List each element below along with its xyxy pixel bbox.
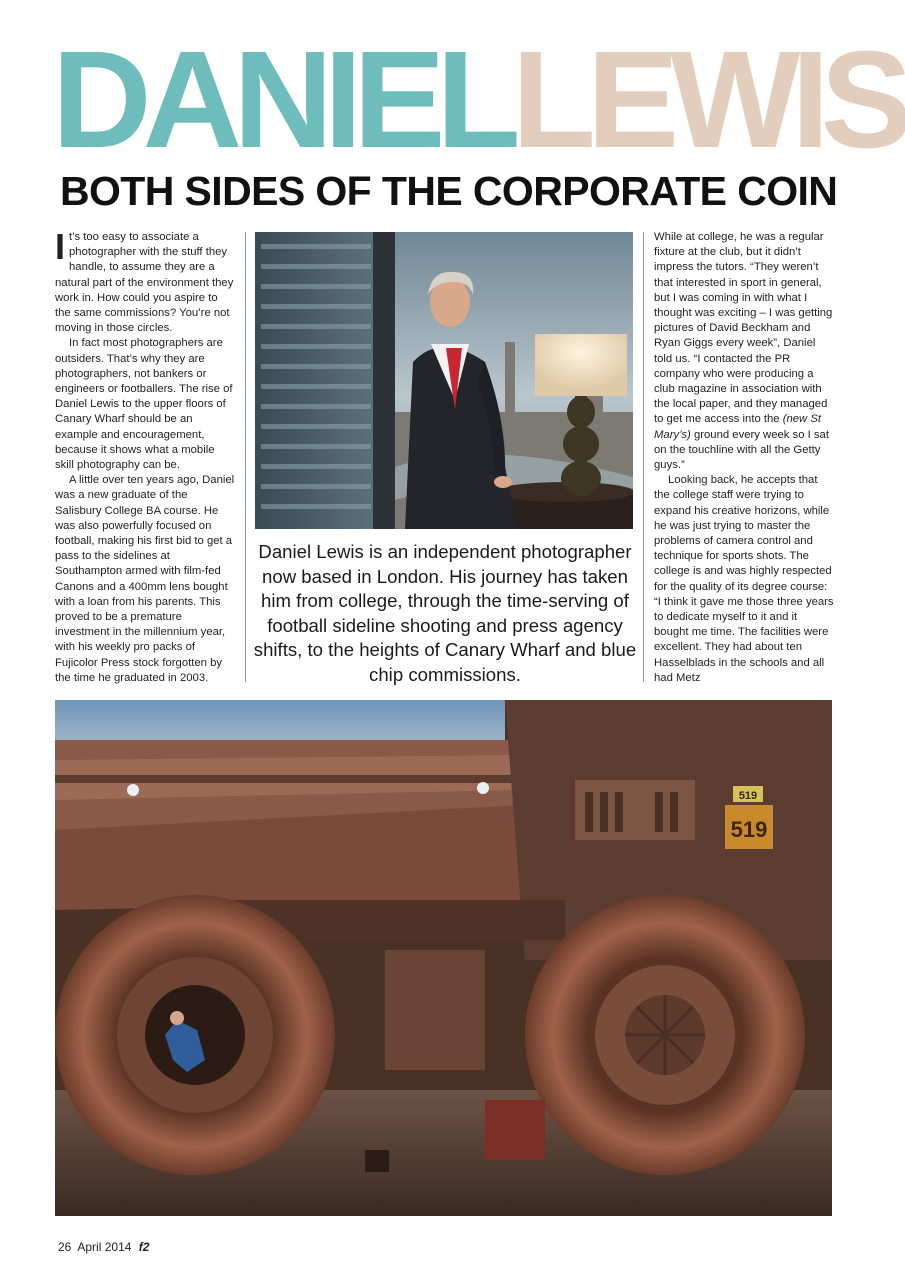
paragraph-text: ground every week so I sat on the touchline with all the Getty guys.” (654, 428, 829, 472)
mining-truck-photo (55, 700, 832, 1216)
drop-cap: I (55, 226, 66, 267)
truck-illustration (55, 700, 832, 1216)
column-divider-right (643, 232, 644, 682)
portrait-illustration (255, 232, 633, 529)
page-number: 26 (58, 1240, 72, 1254)
paragraph-text: While at college, he was a regular fixture at the club, but it didn’t impress the tutors. “They weren’t that interested in sport in general, but I was coming in with what I thought was exciting – I was getting pictures of David Beckham and Ryan Giggs every week”, Daniel told us. “I contacted the PR company who were producing a club magazine in association with the local paper, and they managed to get me access into the (654, 231, 833, 426)
article-paragraph (654, 230, 834, 473)
pull-quote: Daniel Lewis is an independent photographer now based in London. His journey has taken him from college, through the time-serving of football sideline shooting and press agency shifts, to the heights of Canary Wharf and blue chip commissions. (253, 541, 637, 685)
headline-last-name: LEWIS (511, 23, 904, 177)
magazine-brand: f2 (138, 1240, 150, 1254)
article-paragraph (55, 226, 235, 336)
headline-name (52, 23, 904, 177)
subheadline: BOTH SIDES OF THE CORPORATE COIN (60, 168, 838, 214)
issue-date: April 2014 (77, 1240, 132, 1254)
article-paragraph: Looking back, he accepts that the college staff were trying to expand his creative horizons, while he was just trying to master the problems of camera control and technique for sports shots. The college is and was highly respected for the quality of its degree course: “I think it gave me those three years to dedicate myself to it and it bought me time. The facilities were excellent. They had about ten Hasselblads in the schools and all had Metz (654, 474, 834, 684)
headline-first-name: DANIEL (52, 23, 512, 177)
truck-number-small: 519 (738, 790, 758, 802)
column-divider-left (245, 232, 246, 682)
paragraph-text: t’s too easy to associate a photographer with the stuff they handle, to assume they are a natural part of the environment they work in. How could you aspire to the same commissions? You’re not moving in those circles. (55, 231, 234, 335)
truck-number-large: 519 (730, 817, 768, 842)
article-paragraph: A little over ten years ago, Daniel was a new graduate of the Salisbury College BA course. He was also powerfully focused on football, making his first bid to get a pass to the sidelines at Southampton armed with film-fed Canons and a 400mm lens bought with a loan from his parents. This proved to be a premature investment in the millennium year, with his weekly pro packs of Fujicolor Press stock forgotten by the time he graduated in 2003. (55, 474, 235, 684)
article-column-right (654, 230, 834, 686)
page-footer (58, 1240, 149, 1254)
article-paragraph: In fact most photographers are outsiders. That’s why they are photographers, not bankers or engineers or footballers. The rise of Daniel Lewis to the upper floors of Canary Wharf should be an example and encouragement, because it shows what a mobile skill photography can be. (55, 337, 233, 472)
paragraph-italic-text: (new St Mary’s) (654, 413, 822, 441)
portrait-photo (255, 232, 633, 529)
article-column-left (55, 226, 235, 686)
